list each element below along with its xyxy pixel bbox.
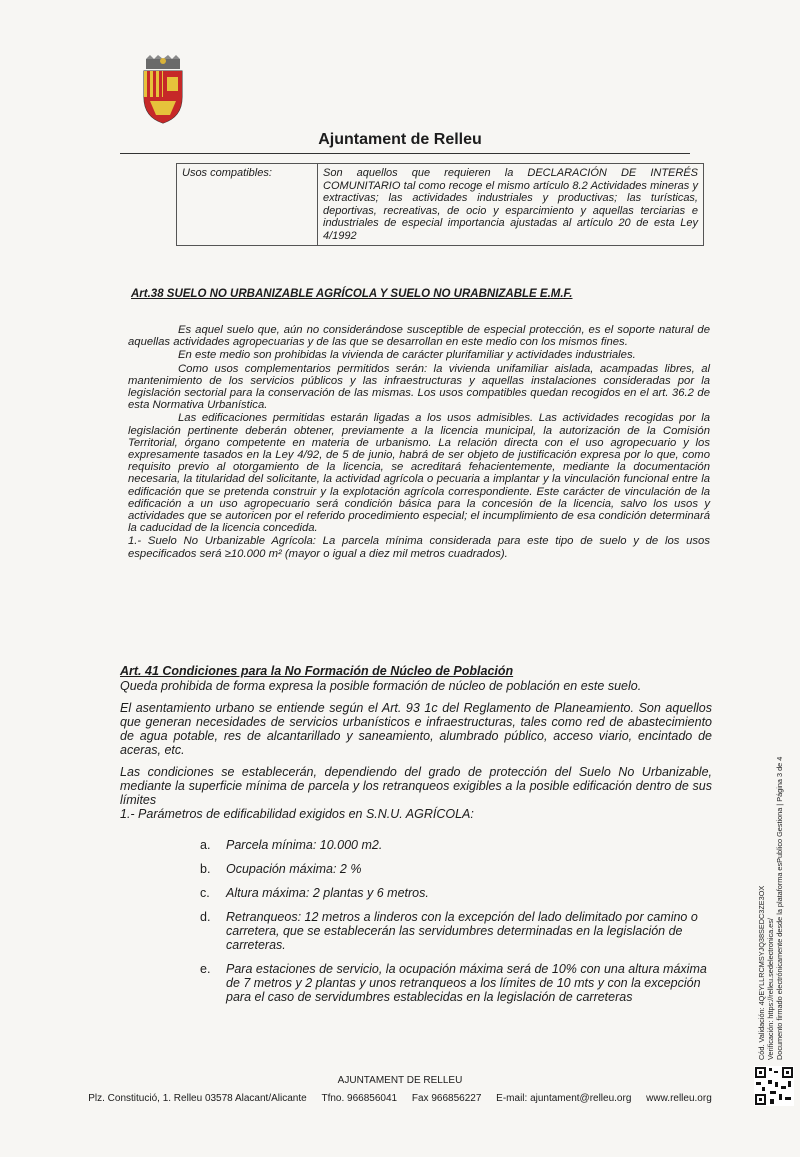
- footer-phone: Tfno. 966856041: [321, 1093, 398, 1104]
- list-item-text: Ocupación máxima: 2 %: [226, 862, 362, 876]
- table-row: [177, 164, 704, 246]
- validation-url: Verificación: https://relleu.sedelectronica.es/: [766, 918, 775, 1060]
- art41-body: [120, 679, 712, 821]
- footer-org: AJUNTAMENT DE RELLEU: [337, 1075, 463, 1086]
- list-item: [200, 962, 708, 1004]
- uses-label: Usos compatibles:: [177, 164, 318, 246]
- art38-paragraph: En este medio son prohibidas la vivienda de carácter plurifamiliar y actividades industriales.: [178, 349, 636, 362]
- art41-heading: Art. 41 Condiciones para la No Formación de Núcleo de Población: [120, 664, 514, 678]
- list-marker: e.: [200, 962, 211, 976]
- art41-paragraph: Las condiciones se establecerán, dependiendo del grado de protección del Suelo No Urbanizable, mediante la superficie mínima de parcela y los retranqueos exigibles a la posible edificación dentro de sus límites: [120, 765, 712, 807]
- list-marker: d.: [200, 910, 211, 924]
- art38-heading: Art.38 SUELO NO URBANIZABLE AGRÍCOLA Y SUELO NO URABNIZABLE E.M.F.: [131, 288, 573, 300]
- page-title: Ajuntament de Relleu: [318, 131, 482, 148]
- art41-subheading: 1.- Parámetros de edificabilidad exigidos en S.N.U. AGRÍCOLA:: [120, 807, 474, 821]
- art38-body: [128, 324, 710, 561]
- list-item: [200, 910, 708, 952]
- uses-text: Son aquellos que requieren la DECLARACIÓN DE INTERÉS COMUNITARIO tal como recoge el mismo artículo 8.2 Actividades mineras y extractivas; las actividades industriales y productivas; las turísticas, deportivas, recreativas, de ocio y esparcimiento y aquellas terciarias e industriales de especial importancia ajustadas al artículo 20 de esta Ley 4/1992: [318, 164, 704, 246]
- list-item: [200, 886, 708, 900]
- list-item-text: Altura máxima: 2 plantas y 6 metros.: [226, 886, 429, 900]
- list-item-text: Parcela mínima: 10.000 m2.: [226, 838, 383, 852]
- list-item: [200, 838, 708, 852]
- footer-web: www.relleu.org: [646, 1093, 712, 1104]
- footer-address: Plz. Constitució, 1. Relleu 03578 Alacant/Alicante: [88, 1093, 307, 1104]
- footer-fax: Fax 966856227: [411, 1093, 482, 1104]
- art38-paragraph: Es aquel suelo que, aún no considerándose susceptible de especial protección, es el soporte natural de aquellas actividades agropecuarias y de las que se desarrollan en este medio con los mismos fines.: [128, 324, 710, 349]
- art38-paragraph: Las edificaciones permitidas estarán ligadas a los usos admisibles. Las actividades recogidas por la legislación pertinente deberán obtener, previamente a la licencia municipal, la autorización de la Comisión Territorial, órgano competente en materia de urbanismo. La relación directa con el uso agropecuario y los expresamente tasados en la Ley 4/92, de 5 de junio, habrá de ser objeto de justificación expresa por lo que, como requisito previo al otorgamiento de la licencia, se acreditará fehacientemente, mediante la documentación necesaria, la titularidad del solicitante, la actividad agrícola o pecuaria a implantar y la vinculación funcional entre la edificación que se pretenda construir y la explotación agrícola correspondiente. Este carácter de vinculación de la edificación a un uso agropecuario será condición básica para la concesión de la licencia, salvo los usos y actividades que se autoricen por el referido procedimiento especial; el incumplimiento de esa condición determinará la caducidad de la licencia concedida.: [128, 412, 710, 535]
- validation-note: Documento firmado electrónicamente desde la plataforma esPublico Gestiona | Página 3 de 4: [775, 756, 784, 1060]
- coat-of-arms-logo: [140, 55, 186, 125]
- header-divider: [120, 153, 690, 154]
- list-marker: c.: [200, 886, 210, 900]
- art38-paragraph: Como usos complementarios permitidos serán: la vivienda unifamiliar aislada, acampadas libres, al mantenimiento de los servicios públicos y las infraestructuras y aquellas instalaciones consideradas por la legislación sectorial para la conservación de las mismas. Los usos compatibles quedan recogidos en el art. 36.2 de esta Normativa Urbanística.: [128, 362, 710, 412]
- art38-paragraph: 1.- Suelo No Urbanizable Agrícola: La parcela mínima considerada para este tipo de suelo y de los usos especificados será ≥10.000 m² (mayor o igual a diez mil metros cuadrados).: [128, 535, 710, 560]
- qr-code-icon: [754, 1066, 794, 1106]
- list-marker: a.: [200, 838, 211, 852]
- footer-email: E-mail: ajuntament@relleu.org: [496, 1093, 632, 1104]
- list-item-text: Retranqueos: 12 metros a linderos con la excepción del lado delimitado por camino o carretera, que se establecerán las servidumbres determinadas en la legislación de carreteras.: [226, 910, 698, 952]
- list-item-text: Para estaciones de servicio, la ocupación máxima será de 10% con una altura máxima de 7 metros y 2 plantas y unos retranqueos a los límites de 10 mts y con la excepción para el caso de servidumbres establecidas en la legislación de carreteras: [226, 962, 707, 1004]
- list-item: [200, 862, 708, 876]
- uses-table: [176, 163, 704, 246]
- list-marker: b.: [200, 862, 211, 876]
- art41-paragraph: El asentamiento urbano se entiende según el Art. 93 1c del Reglamento de Planeamiento. Son aquellos que generan necesidades de servicios urbanísticos e infraestructuras, tales como red de abastecimiento de agua potable, res de alcantarillado y saneamiento, alumbrado público, acceso viario, encintado de aceras, etc.: [120, 701, 712, 757]
- art41-paragraph: Queda prohibida de forma expresa la posible formación de núcleo de población en este suelo.: [120, 679, 642, 693]
- parameters-list: [200, 838, 708, 1014]
- validation-code: Cód. Validación: 4QEYLLRCMSYJQ38SEDC3ZE3OX: [757, 885, 766, 1060]
- footer-contact: [0, 1093, 800, 1104]
